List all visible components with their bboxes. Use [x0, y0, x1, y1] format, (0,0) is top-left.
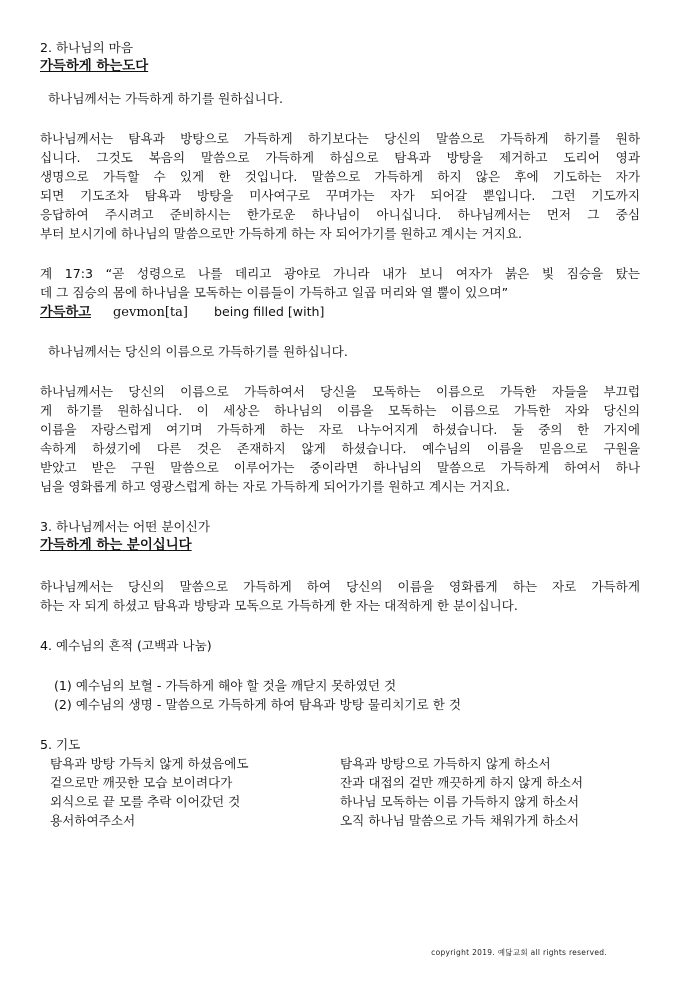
section3-heading: 가득하게 하는 분이십니다 — [40, 538, 192, 553]
word-term: 가득하고 — [40, 305, 91, 320]
word-study-row — [40, 302, 640, 321]
section2-intro: 하나님께서는 가득하게 하기를 원하십니다. — [48, 91, 283, 106]
confession-item: (1) 예수님의 보혈 - 가득하게 해야 할 것을 깨닫지 못하였던 것 — [54, 678, 397, 693]
paragraph-line: 하나님께서는 탐욕과 방탕으로 가득하게 하기보다는 당신의 말씀으로 가득하게 하기를 원하 — [40, 131, 640, 146]
scripture-verse — [40, 264, 640, 302]
verse-line: 데 그 짐승의 몸에 하나님을 모독하는 이름들이 가득하고 일곱 머리와 열 뿔이 있으며” — [40, 285, 509, 300]
paragraph-line: 하는 자 되게 하셨고 탐욕과 방탕과 모독으로 가득하게 한 자는 대적하게 한 분이십니다. — [40, 598, 518, 613]
copyright-notice: copyright 2019. 예닮교회 all rights reserved. — [431, 948, 607, 957]
paragraph-line: 부터 보시기에 하나님의 말씀으로만 가득하게 하는 자 되어가기를 원하고 계시는 거지요. — [40, 226, 522, 241]
section2-title: 2. 하나님의 마음 — [40, 40, 134, 55]
section2-heading: 가득하게 하는도다 — [40, 59, 149, 74]
section2-paragraph1 — [40, 129, 640, 243]
section5-title: 5. 기도 — [40, 737, 81, 752]
prayer-line: 오직 하나님 말씀으로 가득 채워가게 하소서 — [340, 813, 579, 828]
confession-item: (2) 예수님의 생명 - 말씀으로 가득하게 하여 탐욕과 방탕 물리치기로 한 것 — [54, 697, 462, 712]
document-body — [40, 38, 640, 830]
prayer-line: 하나님 모독하는 이름 가득하지 않게 하소서 — [340, 794, 579, 809]
word-english: being filled [with] — [213, 304, 325, 319]
paragraph-line: 속하게 하셨기에 다른 것은 존재하지 않게 하셨습니다. 예수님의 이름을 믿음으로 구원을 — [40, 441, 640, 456]
paragraph-line: 받았고 받은 구원 말씀으로 이루어가는 중이라면 하나님의 말씀으로 가득하게 하여서 하나 — [40, 460, 640, 475]
paragraph-line: 하나님께서는 당신의 이름으로 가득하여서 당신을 모독하는 이름으로 가득한 자들을 부끄럽 — [40, 384, 640, 399]
paragraph-line: 님을 영화롭게 하고 영광스럽게 하는 자로 가득하게 되어가기를 원하고 계시는 거지요. — [40, 479, 510, 494]
section4-title: 4. 예수님의 흔적 (고백과 나눔) — [40, 638, 212, 653]
verse-line: 계 17:3 “곧 성령으로 나를 데리고 광야로 가니라 내가 보니 여자가 붉은 빛 짐승을 탔는 — [40, 266, 640, 281]
section2-intro2: 하나님께서는 당신의 이름으로 가득하기를 원하십니다. — [48, 344, 348, 359]
prayer-block — [40, 754, 640, 830]
prayer-line: 잔과 대접의 겉만 깨끗하게 하지 않게 하소서 — [340, 775, 583, 790]
paragraph-line: 이름을 자랑스럽게 여기며 가득하게 하는 자로 나누어지게 하셨습니다. 둘 중의 한 가지에 — [40, 422, 640, 437]
paragraph-line: 십니다. 그것도 복음의 말씀으로 가득하게 하심으로 탐욕과 방탕을 제거하고 도리어 영과 — [40, 150, 640, 165]
prayer-line: 용서하여주소서 — [50, 813, 136, 828]
paragraph-line: 하나님께서는 당신의 말씀으로 가득하게 하여 당신의 이름을 영화롭게 하는 자로 가득하게 — [40, 579, 640, 594]
prayer-left-column — [40, 754, 340, 830]
prayer-right-column — [340, 754, 640, 830]
prayer-line: 탐욕과 방탕 가득치 않게 하셨음에도 — [50, 756, 249, 771]
paragraph-line: 되면 기도조차 탐욕과 방탕을 미사여구로 꾸며가는 자가 되어갈 뿐입니다. 그런 기도까지 — [40, 188, 640, 203]
word-original: gevmon[ta] — [112, 305, 188, 320]
paragraph-line: 응답하여 주시려고 준비하시는 한가로운 하나님이 아니십니다. 하나님께서는 먼저 그 중심 — [40, 207, 640, 222]
paragraph-line: 게 하기를 원하십니다. 이 세상은 하나님의 이름을 모독하는 이름으로 가득한 자와 당신의 — [40, 403, 640, 418]
prayer-line: 겉으로만 깨끗한 모습 보이려다가 — [50, 775, 233, 790]
section2-paragraph2 — [40, 382, 640, 496]
section3-title: 3. 하나님께서는 어떤 분이신가 — [40, 519, 211, 534]
prayer-line: 탐욕과 방탕으로 가득하지 않게 하소서 — [340, 756, 551, 771]
section3-paragraph — [40, 577, 640, 615]
prayer-line: 외식으로 끝 모를 추락 이어갔던 것 — [50, 794, 241, 809]
paragraph-line: 생명으로 가득할 수 있게 한 것입니다. 말씀으로 가득하게 하지 않은 후에 기도하는 자가 — [40, 169, 640, 184]
